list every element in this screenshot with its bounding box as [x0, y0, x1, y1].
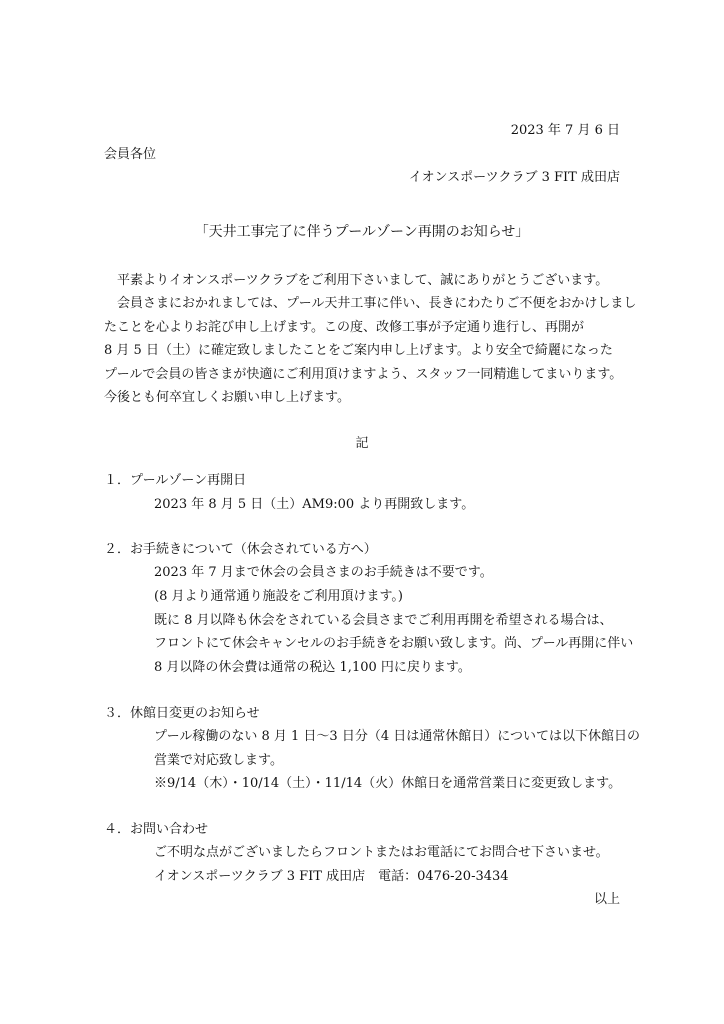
section-4-line-2: イオンスポーツクラブ 3 FIT 成田店 電話：0476-20-3434: [154, 869, 509, 884]
document-title: 「天井工事完了に伴うプールゾーン再開のお知らせ」: [194, 224, 530, 240]
intro-line-6: 今後とも何卒宜しくお願い申し上げます。: [104, 390, 350, 405]
section-4-heading: ４．お問い合わせ: [104, 822, 209, 837]
section-3-line-3: ※9/14（木）・10/14（土）・11/14（火）休館日を通常営業日に変更致します。: [154, 776, 622, 791]
section-2-line-4: フロントにて休会キャンセルのお手続きをお願い致します。尚、プール再開に伴い: [154, 636, 634, 651]
section-2-line-3: 既に 8 月以降も休会をされている会員さまでご利用再開を希望される場合は、: [154, 613, 613, 628]
section-2-line-5: 8 月以降の休会費は通常の税込 1,100 円に戻ります。: [154, 660, 471, 675]
intro-line-2: 会員さまにおかれましては、プール天井工事に伴い、長きにわたりご不便をおかけしまし: [104, 296, 637, 311]
intro-line-5: プールで会員の皆さまが快適にご利用頂けますよう、スタッフ一同精進してまいります。: [104, 367, 623, 382]
sender-line: イオンスポーツクラブ 3 FIT 成田店: [408, 170, 620, 185]
ki-marker: 記: [355, 436, 369, 451]
section-3-line-1: プール稼働のない 8 月 1 日～3 日分（4 日は通常休館日）については以下休館日の: [154, 729, 640, 744]
section-1-heading: １．プールゾーン再開日: [104, 473, 247, 488]
section-2-line-2: (8 月より通常通り施設をご利用頂けます。): [154, 589, 404, 604]
recipient-line: 会員各位: [104, 147, 157, 162]
section-2-heading: ２．お手続きについて（休会されている方へ）: [104, 542, 377, 557]
closing-mark: 以上: [593, 892, 620, 907]
section-1-line-1: 2023 年 8 月 5 日（土）AM9:00 より再開致します。: [154, 497, 475, 512]
intro-line-4: 8 月 5 日（土）に確定致しましたことをご案内申し上げます。より安全で綺麗になった: [104, 343, 613, 358]
section-3-heading: ３．休館日変更のお知らせ: [104, 706, 260, 721]
section-2-line-1: 2023 年 7 月まで休会の会員さまのお手続きは不要です。: [154, 565, 493, 580]
intro-line-3: たことを心よりお詫び申し上げます。この度、改修工事が予定通り進行し、再開が: [104, 320, 584, 335]
section-4-line-1: ご不明な点がございましたらフロントまたはお電話にてお問合せ下さいませ。: [154, 845, 609, 860]
section-3-line-2: 営業で対応致します。: [154, 753, 283, 768]
intro-line-1: 平素よりイオンスポーツクラブをご利用下さいまして、誠にありがとうございます。: [104, 273, 609, 288]
document-date: 2023 年 7 月 6 日: [510, 123, 620, 138]
